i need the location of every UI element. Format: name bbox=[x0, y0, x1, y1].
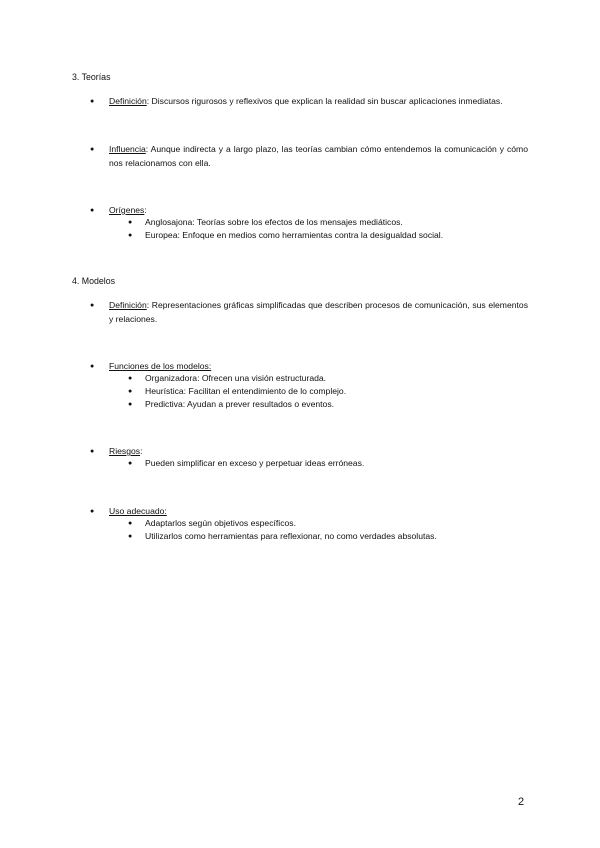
origenes-colon: : bbox=[144, 205, 147, 215]
term-definicion: Definición bbox=[109, 96, 147, 106]
sub-item-text: Heurística: Facilitan el entendimiento de lo complejo. bbox=[145, 386, 347, 396]
bullet-icon: ● bbox=[128, 520, 133, 527]
sub-item-text: Anglosajona: Teorías sobre los efectos de los mensajes mediáticos. bbox=[145, 217, 403, 227]
term-origenes: Orígenes bbox=[109, 205, 145, 215]
term-riesgos: Riesgos bbox=[109, 446, 141, 456]
bullet-icon: ● bbox=[90, 98, 95, 105]
sub-list-item bbox=[128, 530, 437, 544]
bullet-icon: ● bbox=[90, 146, 95, 153]
sub-list-item bbox=[128, 216, 403, 230]
list-item-definicion-teorias bbox=[90, 95, 528, 109]
bullet-icon: ● bbox=[90, 363, 95, 370]
bullet-icon: ● bbox=[128, 460, 133, 467]
sub-item-text: Utilizarlos como herramientas para reflexionar, no como verdades absolutas. bbox=[145, 531, 437, 541]
sub-list-item bbox=[128, 517, 296, 531]
sub-item-text: Pueden simplificar en exceso y perpetuar ideas erróneas. bbox=[145, 458, 365, 468]
bullet-icon: ● bbox=[90, 302, 95, 309]
bullet-icon: ● bbox=[90, 448, 95, 455]
sub-list-item bbox=[128, 385, 346, 399]
sub-item-text: Predictiva: Ayudan a prever resultados o eventos. bbox=[145, 399, 335, 409]
definition-text: : Representaciones gráficas simplificadas que describen procesos de comunicación, sus elementos y relaciones. bbox=[109, 300, 528, 324]
section-heading-teorias: 3. Teorías bbox=[72, 72, 111, 82]
definition-text: : Discursos rigurosos y reflexivos que explican la realidad sin buscar aplicaciones inmediatas. bbox=[146, 96, 503, 106]
riesgos-colon: : bbox=[140, 446, 143, 456]
sub-list-item bbox=[128, 229, 443, 243]
bullet-icon: ● bbox=[128, 388, 133, 395]
sub-list-item bbox=[128, 372, 326, 386]
bullet-icon: ● bbox=[128, 219, 133, 226]
bullet-icon: ● bbox=[128, 375, 133, 382]
influencia-text: : Aunque indirecta y a largo plazo, las teorías cambian cómo entendemos la comunicación y cómo nos relacionamos con ella. bbox=[109, 144, 528, 168]
bullet-icon: ● bbox=[128, 232, 133, 239]
bullet-icon: ● bbox=[90, 508, 95, 515]
sub-item-text: Europea: Enfoque en medios como herramientas contra la desigualdad social. bbox=[145, 230, 444, 240]
term-influencia: Influencia bbox=[109, 144, 146, 154]
sub-list-item bbox=[128, 457, 364, 471]
sub-list-item bbox=[128, 398, 334, 412]
section-heading-modelos: 4. Modelos bbox=[72, 276, 116, 286]
page-number: 2 bbox=[518, 796, 525, 808]
bullet-icon: ● bbox=[128, 533, 133, 540]
bullet-icon: ● bbox=[90, 207, 95, 214]
sub-item-text: Organizadora: Ofrecen una visión estructurada. bbox=[145, 373, 327, 383]
list-item-influencia bbox=[90, 143, 528, 170]
list-item-definicion-modelos bbox=[90, 299, 528, 326]
term-funciones: Funciones de los modelos: bbox=[109, 361, 212, 371]
bullet-icon: ● bbox=[128, 401, 133, 408]
sub-item-text: Adaptarlos según objetivos específicos. bbox=[145, 518, 296, 528]
term-definicion: Definición bbox=[109, 300, 147, 310]
term-uso-adecuado: Uso adecuado: bbox=[109, 506, 167, 516]
